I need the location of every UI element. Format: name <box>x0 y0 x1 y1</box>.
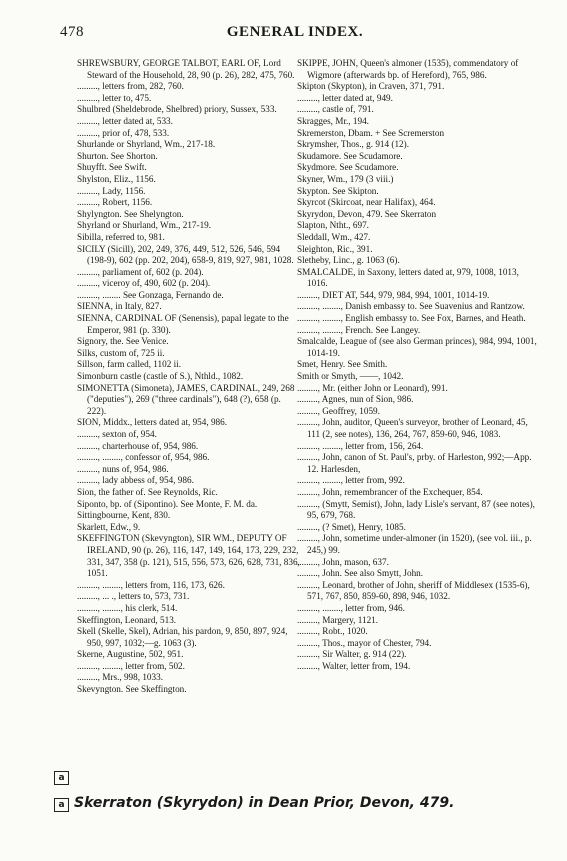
index-entry: ........., Robt., 1020. <box>297 626 368 637</box>
index-entry: ........., Thos., mayor of Chester, 794. <box>297 637 432 648</box>
index-entry: ........., letter dated at, 533. <box>77 115 173 126</box>
index-entry: SION, Middx., letters dated at, 954, 986. <box>77 417 228 428</box>
index-entry: ........., Mrs., 998, 1033. <box>77 672 164 683</box>
index-entry: Skremerston, Dbam. + See Scremerston <box>297 127 445 138</box>
index-entry: ........., Margery, 1121. <box>297 614 379 625</box>
annotation-marker: a <box>54 798 69 812</box>
index-entry: ........., castle of, 791. <box>297 104 374 115</box>
index-entry: ........., ... ., letters to, 573, 731. <box>77 591 190 602</box>
page-title: GENERAL INDEX. <box>226 24 364 40</box>
index-entry: ........., John, mason, 637. <box>297 556 389 567</box>
index-entry: ........., Walter, letter from, 194. <box>297 660 411 671</box>
index-entry: Skydmore. See Scudamore. <box>297 162 399 173</box>
index-entry: ........., (Smytt, Semist), John, lady Lisle's servant, 87 (see notes), 95, 679, 768. <box>297 498 535 521</box>
index-entry: ........., prior of, 478, 533. <box>77 127 170 138</box>
index-entry: ........., ........, confessor of, 954, 986. <box>77 452 210 463</box>
index-entry: SKIPPE, JOHN, Queen's almoner (1535), commendatory of Wigmore (afterwards bp. of Hereford), 765, 986. <box>297 58 519 80</box>
index-entry: Skeffington, Leonard, 513. <box>77 614 177 625</box>
index-entry: Sion, the father of. See Reynolds, Ric. <box>77 486 218 497</box>
index-entry: SKEFFINGTON (Skevyngton), SIR WM., DEPUTY OF IRELAND, 90 (p. 26), 116, 147, 149, 164, 173, 229, 232, 331, 347, 358 (p. 121), 515, 556, 573, 626, 628, 731, 836, 1051. <box>77 533 300 579</box>
right-index-column <box>297 58 537 672</box>
handwritten-footnote: Skerraton (Skyrydon) in Dean Prior, Devon, 479. <box>74 795 455 811</box>
index-entry: ........., letter to, 475. <box>77 92 152 103</box>
index-entry: ........., parliament of, 602 (p. 204). <box>77 266 204 277</box>
index-entry: SIENNA, CARDINAL OF (Senensis), papal legate to the Emperor, 981 (p. 330). <box>77 313 289 335</box>
index-entry: Signory, the. See Venice. <box>77 336 169 347</box>
index-entry: ........., lady abbess of, 954, 986. <box>77 475 194 486</box>
index-entry: Skrymsher, Thos., g. 914 (12). <box>297 139 410 150</box>
index-entry: ........., ........ See Gonzaga, Fernando de. <box>77 289 224 300</box>
index-entry: Skyrcot (Skircoat, near Halifax), 464. <box>297 197 436 208</box>
index-entry: ........., Sir Walter, g. 914 (22). <box>297 649 407 660</box>
index-entry: Shylyngton. See Shelyngton. <box>77 208 184 219</box>
left-index-column <box>77 58 302 696</box>
index-entry: Sleddall, Wm., 427. <box>297 231 371 242</box>
index-entry: ........., John, remembrancer of the Exchequer, 854. <box>297 486 483 497</box>
index-entry: Simonburn castle (castle of S.), Nthld., 1082. <box>77 371 244 382</box>
index-entry: ........., DIET AT, 544, 979, 984, 994, 1001, 1014-19. <box>297 289 490 300</box>
index-entry: ........., nuns of, 954, 986. <box>77 463 169 474</box>
index-entry: ........., ........, letter from, 156, 264. <box>297 440 424 451</box>
index-entry: ........., ........, letters from, 116, 173, 626. <box>77 579 225 590</box>
index-entry: ........., charterhouse of, 954, 986. <box>77 440 199 451</box>
index-entry: ........., (? Smet), Henry, 1085. <box>297 521 406 532</box>
index-entry: Skerne, Augustine, 502, 951. <box>77 649 184 660</box>
index-entry: Shulbred (Sheldebrode, Shelbred) priory, Sussex, 533. <box>77 104 277 115</box>
index-entry: ........., John, canon of St. Paul's, prby. of Harleston, 992;—App. 12. Harlesden, <box>297 452 532 474</box>
index-entry: Skyner, Wm., 179 (3 viii.) <box>297 173 394 184</box>
index-entry: Sillson, farm called, 1102 ii. <box>77 359 182 370</box>
index-entry: Sletheby, Linc., g. 1063 (6). <box>297 255 400 266</box>
index-entry: SMALCALDE, in Saxony, letters dated at, 979, 1008, 1013, 1016. <box>297 266 519 289</box>
index-entry: Sittingbourne, Kent, 830. <box>77 510 171 521</box>
index-entry: ........., letter dated at, 949. <box>297 92 393 103</box>
index-entry: Smalcalde, League of (see also German princes), 984, 994, 1001, 1014-19. <box>297 336 537 358</box>
index-entry: Skragges, Mr., 194. <box>297 115 369 126</box>
index-entry: ........., viceroy of, 490, 602 (p. 204). <box>77 278 211 289</box>
index-entry: Shuyfft. See Swift. <box>77 162 147 173</box>
index-entry: Sibilla, referred to, 981. <box>77 231 165 242</box>
index-entry: ........., ........, his clerk, 514. <box>77 602 178 613</box>
index-entry: Shurton. See Shorton. <box>77 150 158 161</box>
index-entry: SIMONETTA (Simoneta), JAMES, CARDINAL, 249, 268 ("deputies"), 269 ("three cardinals"), 648 (?), 658 (p. 222). <box>77 382 295 416</box>
index-entry: Skell (Skelle, Skel), Adrian, his pardon, 9, 850, 897, 924, 950, 997, 1032;—g. 1063 (3). <box>77 626 288 648</box>
index-entry: Slapton, Ntht., 697. <box>297 220 369 231</box>
index-entry: Skudamore. See Scudamore. <box>297 150 403 161</box>
index-entry: ........., Lady, 1156. <box>77 185 146 196</box>
index-entry: SHREWSBURY, GEORGE TALBOT, EARL OF, Lord Steward of the Household, 28, 90 (p. 26), 282, 475, 760. <box>77 58 295 80</box>
index-entry: ........., ........, letter from, 502. <box>77 660 185 671</box>
index-entry: Skypton. See Skipton. <box>297 185 379 196</box>
index-entry: ........., letters from, 282, 760. <box>77 81 184 92</box>
index-entry: ........., Geoffrey, 1059. <box>297 405 380 416</box>
index-entry: SIENNA, in Italy, 827. <box>77 301 162 312</box>
index-entry: Smith or Smyth, ——, 1042. <box>297 371 404 382</box>
page-number: 478 <box>60 24 84 40</box>
index-entry: Siponto, bp. of (Sipontino). See Monte, F. M. da. <box>77 498 258 509</box>
index-entry: Skarlett, Edw., 9. <box>77 521 141 532</box>
index-entry: ........., Agnes, nun of Sion, 986. <box>297 394 414 405</box>
index-entry: ........., Leonard, brother of John, sheriff of Middlesex (1535-6), 571, 767, 850, 859-60, 898, 946, 1032. <box>297 579 530 602</box>
index-entry: Smet, Henry. See Smith. <box>297 359 388 370</box>
index-entry: ........., ........, French. See Langey. <box>297 324 421 335</box>
index-entry: ........., sexton of, 954. <box>77 429 157 439</box>
index-entry: ........., John, sometime under-almoner (in 1520), (see vol. iii., p. 245,) 99. <box>297 533 532 555</box>
index-entry: Skyrydon, Devon, 479. See Skerraton <box>297 208 437 219</box>
index-entry: Skipton (Skypton), in Craven, 371, 791. <box>297 81 445 92</box>
index-entry: ........., John. See also Smytt, John. <box>297 568 424 579</box>
index-entry: ........., ........, Danish embassy to. See Suavenius and Rantzow. <box>297 301 525 312</box>
index-entry: ........., ........, letter from, 992. <box>297 475 405 486</box>
annotation-marker: a <box>54 771 69 785</box>
index-entry: Silks, custom of, 725 ii. <box>77 347 165 358</box>
index-entry: ........., Mr. (either John or Leonard), 991. <box>297 382 448 393</box>
index-entry: ........., ........, letter from, 946. <box>297 602 405 613</box>
index-entry: Skevyngton. See Skeffington. <box>77 684 187 695</box>
index-entry: Sleighton, Ric., 391. <box>297 243 373 254</box>
index-entry: Shyrland or Shurland, Wm., 217-19. <box>77 220 212 231</box>
index-entry: ........., Robert, 1156. <box>77 197 153 208</box>
page-header <box>60 24 530 40</box>
index-entry: Shurlande or Shyrland, Wm., 217-18. <box>77 139 216 150</box>
index-entry: ........., ........, English embassy to. See Fox, Barnes, and Heath. <box>297 313 526 324</box>
index-entry: ........., John, auditor, Queen's surveyor, brother of Leonard, 45, 111 (2, see notes), 136, 264, 767, 859-60, 946, 1083. <box>297 417 528 439</box>
index-entry: SICILY (Sicill), 202, 249, 376, 449, 512, 526, 546, 594 (198-9), 602 (pp. 202, 204), 658-9, 819, 927, 981, 1028. <box>77 243 294 266</box>
index-entry: Shylston, Eliz., 1156. <box>77 173 156 184</box>
